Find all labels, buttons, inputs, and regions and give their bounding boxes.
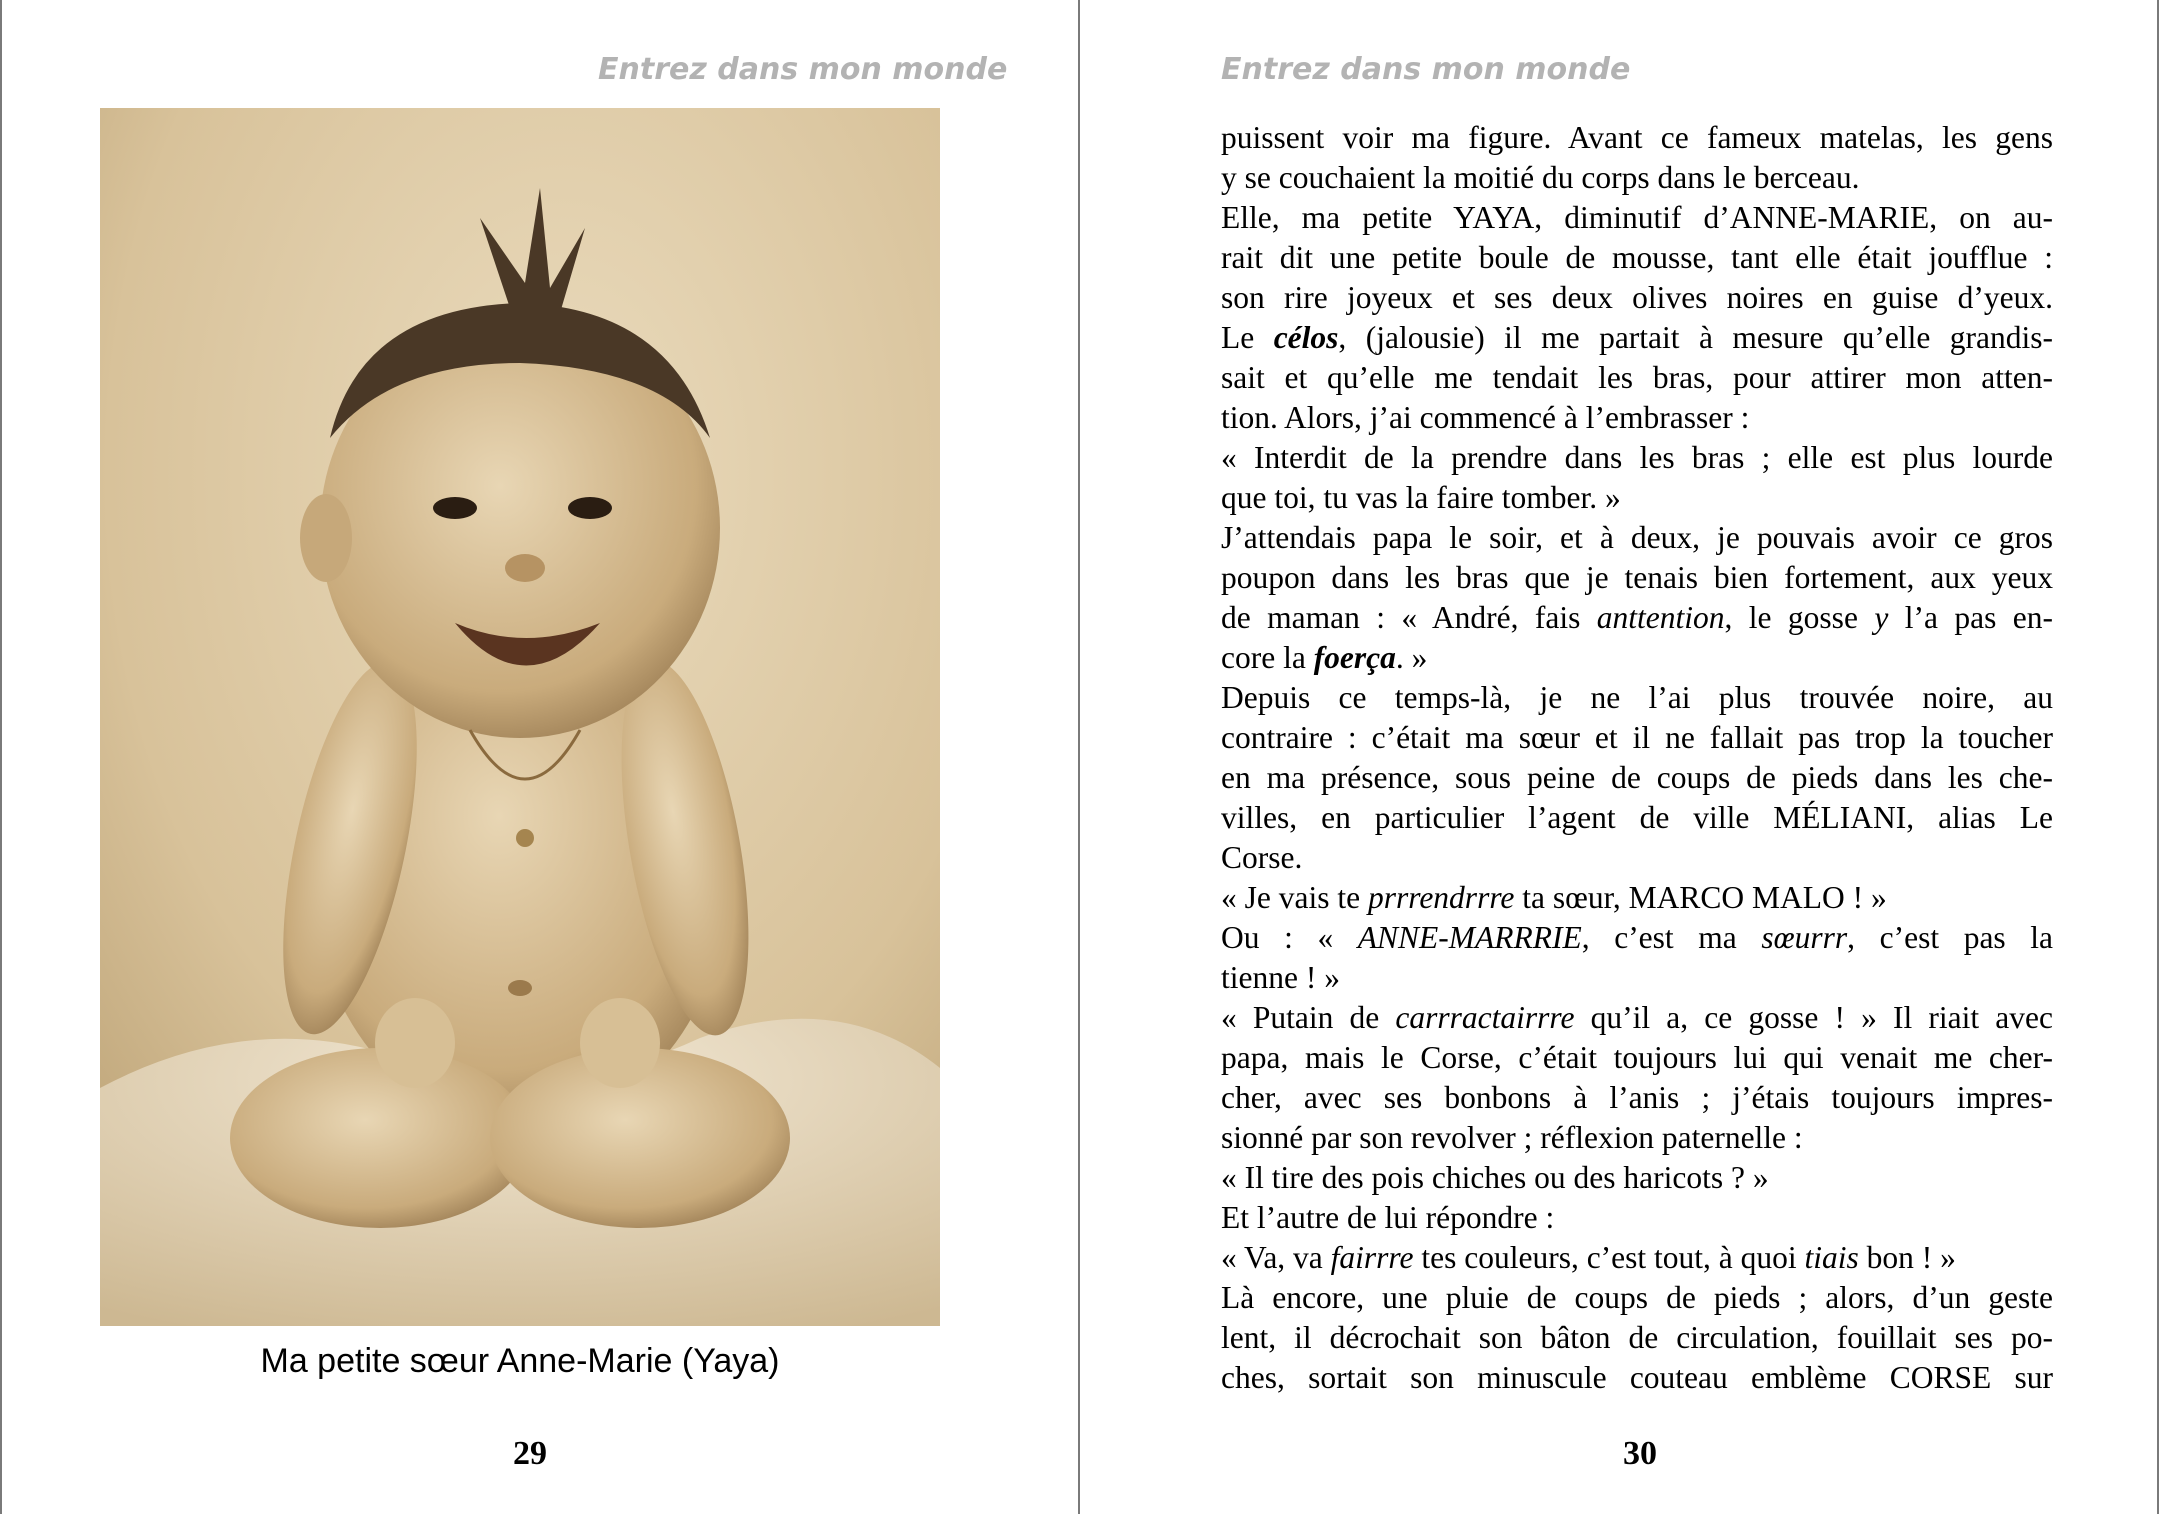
text-line: [1221, 718, 2053, 758]
text-line: [1221, 878, 2053, 918]
text-segment: Corse.: [1221, 840, 1303, 875]
emphasis-text: tiais: [1804, 1240, 1859, 1275]
text-line: [1221, 1198, 2053, 1238]
book-spine: [1078, 0, 1080, 1514]
text-line: [1221, 958, 2053, 998]
left-page-edge: [0, 0, 2, 1514]
text-segment: de maman : « André, fais: [1221, 600, 1597, 635]
text-segment: , (jalousie) il me partait à mesure qu’elle grandis-: [1338, 320, 2053, 355]
text-line: [1221, 238, 2053, 278]
text-segment: y se couchaient la moitié du corps dans le berceau.: [1221, 160, 1860, 195]
body-text: [1221, 118, 2053, 1398]
running-header-left: Entrez dans mon monde: [598, 52, 1008, 87]
text-segment: l’a pas en-: [1888, 600, 2053, 635]
running-header-right: Entrez dans mon monde: [1221, 52, 1631, 87]
text-line: [1221, 1318, 2053, 1358]
text-segment: . »: [1395, 640, 1428, 675]
baby-photo: [100, 108, 940, 1326]
text-segment: contraire : c’était ma sœur et il ne fallait pas trop la toucher: [1221, 720, 2053, 755]
text-segment: Ou : «: [1221, 920, 1358, 955]
text-segment: Le: [1221, 320, 1274, 355]
text-segment: « Va, va: [1221, 1240, 1331, 1275]
text-segment: « Interdit de la prendre dans les bras ; elle est plus lourde: [1221, 440, 2053, 475]
text-segment: Depuis ce temps-là, je ne l’ai plus trouvée noire, au: [1221, 680, 2053, 715]
page-number-right: 30: [1623, 1435, 1657, 1472]
photo-caption: Ma petite sœur Anne-Marie (Yaya): [260, 1342, 780, 1380]
text-segment: , c’est ma: [1581, 920, 1762, 955]
text-line: [1221, 558, 2053, 598]
text-segment: Là encore, une pluie de coups de pieds ; alors, d’un geste: [1221, 1280, 2053, 1315]
text-segment: Et l’autre de lui répondre :: [1221, 1200, 1555, 1235]
text-segment: core la: [1221, 640, 1314, 675]
text-line: [1221, 998, 2053, 1038]
emphasis-text: carrractairrre: [1395, 1000, 1575, 1035]
text-segment: bon ! »: [1858, 1240, 1956, 1275]
text-segment: poupon dans les bras que je tenais bien fortement, aux yeux: [1221, 560, 2053, 595]
text-segment: papa, mais le Corse, c’était toujours lui qui venait me cher-: [1221, 1040, 2053, 1075]
text-segment: ches, sortait son minuscule couteau emblème CORSE sur: [1221, 1360, 2053, 1395]
text-line: [1221, 118, 2053, 158]
text-line: [1221, 918, 2053, 958]
text-segment: cher, avec ses bonbons à l’anis ; j’étais toujours impres-: [1221, 1080, 2053, 1115]
text-segment: , le gosse: [1724, 600, 1875, 635]
text-segment: villes, en particulier l’agent de ville MÉLIANI, alias Le: [1221, 800, 2053, 835]
emphasis-text: foerça: [1313, 640, 1396, 675]
emphasis-text: ANNE-MARRRIE: [1357, 920, 1582, 955]
text-line: [1221, 1278, 2053, 1318]
text-segment: lent, il décrochait son bâton de circulation, fouillait ses po-: [1221, 1320, 2053, 1355]
emphasis-text: prrrendrrre: [1367, 880, 1515, 915]
text-line: [1221, 518, 2053, 558]
text-segment: J’attendais papa le soir, et à deux, je pouvais avoir ce gros: [1221, 520, 2053, 555]
text-segment: ta sœur, MARCO MALO ! »: [1514, 880, 1887, 915]
text-line: [1221, 598, 2053, 638]
text-line: [1221, 1118, 2053, 1158]
text-segment: « Putain de: [1221, 1000, 1396, 1035]
text-segment: Elle, ma petite YAYA, diminutif d’ANNE-MARIE, on au-: [1221, 200, 2053, 235]
text-line: [1221, 1078, 2053, 1118]
emphasis-text: célos: [1273, 320, 1339, 355]
text-segment: « Je vais te: [1221, 880, 1368, 915]
text-line: [1221, 358, 2053, 398]
page-number-left: 29: [513, 1435, 547, 1472]
text-line: [1221, 678, 2053, 718]
text-line: [1221, 1238, 2053, 1278]
emphasis-text: y: [1874, 600, 1889, 635]
text-segment: tes couleurs, c’est tout, à quoi: [1413, 1240, 1805, 1275]
text-segment: , c’est pas la: [1847, 920, 2053, 955]
text-line: [1221, 318, 2053, 358]
text-line: [1221, 158, 2053, 198]
text-line: [1221, 1158, 2053, 1198]
text-line: [1221, 478, 2053, 518]
text-segment: puissent voir ma figure. Avant ce fameux matelas, les gens: [1221, 120, 2053, 155]
emphasis-text: fairrre: [1330, 1240, 1414, 1275]
text-segment: en ma présence, sous peine de coups de pieds dans les che-: [1221, 760, 2053, 795]
emphasis-text: sœurrr: [1761, 920, 1848, 955]
text-segment: son rire joyeux et ses deux olives noires en guise d’yeux.: [1221, 280, 2053, 315]
text-line: [1221, 1038, 2053, 1078]
text-segment: qu’il a, ce gosse ! » Il riait avec: [1574, 1000, 2053, 1035]
text-segment: sionné par son revolver ; réflexion paternelle :: [1221, 1120, 1803, 1155]
text-segment: « Il tire des pois chiches ou des haricots ? »: [1221, 1160, 1769, 1195]
text-line: [1221, 438, 2053, 478]
text-line: [1221, 1358, 2053, 1398]
baby-photo-icon: [100, 108, 940, 1326]
text-segment: que toi, tu vas la faire tomber. »: [1221, 480, 1621, 515]
text-line: [1221, 798, 2053, 838]
text-line: [1221, 638, 2053, 678]
text-line: [1221, 758, 2053, 798]
emphasis-text: anttention: [1596, 600, 1725, 635]
text-segment: tienne ! »: [1221, 960, 1340, 995]
text-segment: tion. Alors, j’ai commencé à l’embrasser :: [1221, 400, 1750, 435]
text-line: [1221, 398, 2053, 438]
text-line: [1221, 198, 2053, 238]
text-segment: sait et qu’elle me tendait les bras, pour attirer mon atten-: [1221, 360, 2053, 395]
text-line: [1221, 278, 2053, 318]
text-segment: rait dit une petite boule de mousse, tant elle était joufflue :: [1221, 240, 2053, 275]
text-line: [1221, 838, 2053, 878]
